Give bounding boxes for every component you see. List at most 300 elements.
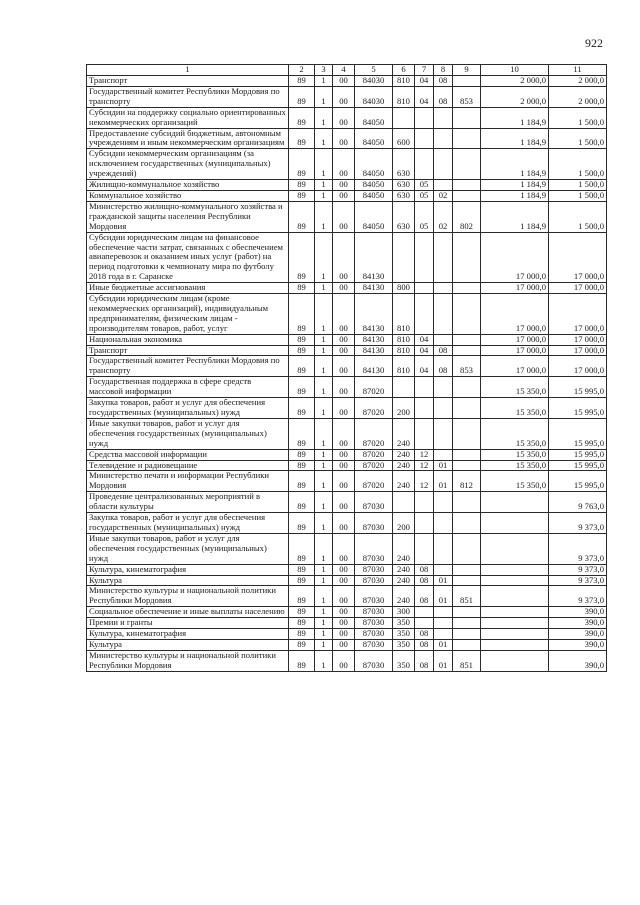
code-direction: 87020 <box>355 377 393 398</box>
code-subsection <box>434 618 453 629</box>
code-subsection <box>434 283 453 294</box>
code-subprogram: 00 <box>333 586 355 607</box>
column-header: 8 <box>434 65 453 76</box>
table-row <box>87 398 607 419</box>
amount-col-11: 1 500,0 <box>549 149 607 180</box>
amount-col-11: 390,0 <box>549 607 607 618</box>
code-direction: 84050 <box>355 107 393 128</box>
code-expense-type: 300 <box>393 607 415 618</box>
code-ministry: 89 <box>289 492 315 513</box>
code-ministry: 89 <box>289 356 315 377</box>
code-ministry: 89 <box>289 128 315 149</box>
table-row <box>87 232 607 283</box>
code-direction: 87020 <box>355 471 393 492</box>
column-header: 6 <box>393 65 415 76</box>
column-header: 2 <box>289 65 315 76</box>
code-section <box>415 492 434 513</box>
code-ministry: 89 <box>289 398 315 419</box>
row-name: Государственная поддержка в сфере средств массовой информации <box>87 377 289 398</box>
code-section <box>415 232 434 283</box>
column-header: 4 <box>333 65 355 76</box>
table-row <box>87 492 607 513</box>
amount-col-10: 1 184,9 <box>481 180 549 191</box>
row-name: Культура <box>87 575 289 586</box>
amount-col-11: 390,0 <box>549 629 607 640</box>
code-expense-type: 240 <box>393 418 415 449</box>
code-administrator <box>453 492 481 513</box>
table-row <box>87 618 607 629</box>
row-name: Предоставление субсидий бюджетным, автономным учреждениям и иным некоммерческим организациям <box>87 128 289 149</box>
amount-col-11: 2 000,0 <box>549 86 607 107</box>
code-program: 1 <box>315 128 333 149</box>
row-name: Жилищно-коммунальное хозяйство <box>87 180 289 191</box>
code-administrator <box>453 128 481 149</box>
code-expense-type: 350 <box>393 639 415 650</box>
amount-col-10: 2 000,0 <box>481 76 549 87</box>
code-expense-type: 200 <box>393 513 415 534</box>
code-program: 1 <box>315 294 333 335</box>
code-ministry: 89 <box>289 460 315 471</box>
code-program: 1 <box>315 334 333 345</box>
row-name: Коммунальное хозяйство <box>87 190 289 201</box>
code-expense-type: 240 <box>393 460 415 471</box>
row-name: Министерство жилищно-коммунального хозяйства и гражданской защиты населения Республики Мордовия <box>87 201 289 232</box>
code-subsection <box>434 294 453 335</box>
column-header: 5 <box>355 65 393 76</box>
code-section: 08 <box>415 629 434 640</box>
amount-col-10 <box>481 513 549 534</box>
code-ministry: 89 <box>289 334 315 345</box>
table-row <box>87 356 607 377</box>
code-section <box>415 283 434 294</box>
code-section: 05 <box>415 190 434 201</box>
amount-col-11: 390,0 <box>549 650 607 671</box>
table-row <box>87 629 607 640</box>
amount-col-10: 2 000,0 <box>481 86 549 107</box>
row-name: Министерство культуры и национальной политики Республики Мордовия <box>87 586 289 607</box>
amount-col-10 <box>481 586 549 607</box>
code-section <box>415 398 434 419</box>
amount-col-11: 390,0 <box>549 618 607 629</box>
row-name: Государственный комитет Республики Мордовия по транспорту <box>87 356 289 377</box>
code-expense-type: 630 <box>393 201 415 232</box>
code-section <box>415 618 434 629</box>
row-name: Культура, кинематография <box>87 629 289 640</box>
code-subsection: 01 <box>434 650 453 671</box>
code-subsection: 08 <box>434 86 453 107</box>
code-program: 1 <box>315 564 333 575</box>
code-section <box>415 107 434 128</box>
code-program: 1 <box>315 201 333 232</box>
column-header: 7 <box>415 65 434 76</box>
code-ministry: 89 <box>289 283 315 294</box>
code-section: 04 <box>415 86 434 107</box>
code-program: 1 <box>315 650 333 671</box>
row-name: Проведение централизованных мероприятий в области культуры <box>87 492 289 513</box>
code-direction: 84030 <box>355 86 393 107</box>
code-ministry: 89 <box>289 575 315 586</box>
code-direction: 87030 <box>355 492 393 513</box>
code-administrator <box>453 575 481 586</box>
code-ministry: 89 <box>289 345 315 356</box>
code-program: 1 <box>315 533 333 564</box>
code-ministry: 89 <box>289 513 315 534</box>
code-subprogram: 00 <box>333 294 355 335</box>
amount-col-11: 15 995,0 <box>549 377 607 398</box>
code-direction: 84130 <box>355 283 393 294</box>
row-name: Средства массовой информации <box>87 449 289 460</box>
code-subsection <box>434 418 453 449</box>
code-ministry: 89 <box>289 76 315 87</box>
column-header: 9 <box>453 65 481 76</box>
code-program: 1 <box>315 149 333 180</box>
code-section: 12 <box>415 460 434 471</box>
code-direction: 84050 <box>355 190 393 201</box>
code-expense-type: 350 <box>393 650 415 671</box>
code-program: 1 <box>315 232 333 283</box>
amount-col-10 <box>481 492 549 513</box>
table-row <box>87 650 607 671</box>
row-name: Транспорт <box>87 345 289 356</box>
row-name: Транспорт <box>87 76 289 87</box>
code-administrator <box>453 283 481 294</box>
code-administrator <box>453 107 481 128</box>
code-direction: 87030 <box>355 586 393 607</box>
table-row <box>87 345 607 356</box>
code-expense-type <box>393 377 415 398</box>
row-name: Закупка товаров, работ и услуг для обеспечения государственных (муниципальных) нужд <box>87 513 289 534</box>
code-administrator: 812 <box>453 471 481 492</box>
code-ministry: 89 <box>289 533 315 564</box>
code-administrator <box>453 334 481 345</box>
code-program: 1 <box>315 639 333 650</box>
code-ministry: 89 <box>289 650 315 671</box>
code-program: 1 <box>315 398 333 419</box>
code-subsection <box>434 334 453 345</box>
code-program: 1 <box>315 575 333 586</box>
code-expense-type <box>393 492 415 513</box>
code-program: 1 <box>315 513 333 534</box>
code-subsection: 02 <box>434 201 453 232</box>
code-expense-type: 810 <box>393 345 415 356</box>
code-direction: 84050 <box>355 128 393 149</box>
code-program: 1 <box>315 449 333 460</box>
table-row <box>87 586 607 607</box>
code-section: 08 <box>415 586 434 607</box>
code-direction: 87030 <box>355 533 393 564</box>
code-expense-type: 630 <box>393 149 415 180</box>
code-program: 1 <box>315 180 333 191</box>
code-direction: 87030 <box>355 650 393 671</box>
code-subprogram: 00 <box>333 180 355 191</box>
amount-col-11: 17 000,0 <box>549 294 607 335</box>
code-subprogram: 00 <box>333 629 355 640</box>
code-subsection <box>434 449 453 460</box>
code-section: 08 <box>415 575 434 586</box>
code-subsection <box>434 513 453 534</box>
amount-col-11: 9 373,0 <box>549 513 607 534</box>
code-section <box>415 377 434 398</box>
code-subsection <box>434 398 453 419</box>
row-name: Телевидение и радиовещание <box>87 460 289 471</box>
amount-col-11: 1 500,0 <box>549 201 607 232</box>
code-ministry: 89 <box>289 586 315 607</box>
code-subsection <box>434 533 453 564</box>
amount-col-10 <box>481 650 549 671</box>
code-administrator <box>453 398 481 419</box>
code-administrator <box>453 232 481 283</box>
code-subprogram: 00 <box>333 149 355 180</box>
code-direction: 87030 <box>355 618 393 629</box>
amount-col-10 <box>481 639 549 650</box>
code-expense-type: 240 <box>393 533 415 564</box>
code-direction: 84130 <box>355 334 393 345</box>
amount-col-11: 390,0 <box>549 639 607 650</box>
row-name: Иные бюджетные ассигнования <box>87 283 289 294</box>
code-subprogram: 00 <box>333 377 355 398</box>
amount-col-11: 15 995,0 <box>549 460 607 471</box>
code-direction: 84050 <box>355 180 393 191</box>
code-direction: 84130 <box>355 294 393 335</box>
row-name: Субсидии юридическим лицам (кроме некоммерческих организаций), индивидуальным предпринимателям, физическим лицам - производителям товаров, работ, услуг <box>87 294 289 335</box>
code-administrator <box>453 294 481 335</box>
code-ministry: 89 <box>289 232 315 283</box>
code-subprogram: 00 <box>333 650 355 671</box>
amount-col-10: 15 350,0 <box>481 471 549 492</box>
code-expense-type: 350 <box>393 629 415 640</box>
amount-col-10: 17 000,0 <box>481 356 549 377</box>
code-subsection <box>434 492 453 513</box>
row-name: Иные закупки товаров, работ и услуг для обеспечения государственных (муниципальных) нужд <box>87 418 289 449</box>
code-expense-type <box>393 232 415 283</box>
amount-col-10: 15 350,0 <box>481 418 549 449</box>
code-direction: 87030 <box>355 639 393 650</box>
code-ministry: 89 <box>289 149 315 180</box>
amount-col-10: 1 184,9 <box>481 107 549 128</box>
code-program: 1 <box>315 607 333 618</box>
code-direction: 87030 <box>355 629 393 640</box>
table-row <box>87 283 607 294</box>
code-subsection <box>434 607 453 618</box>
table-row <box>87 86 607 107</box>
code-subsection: 01 <box>434 575 453 586</box>
code-subprogram: 00 <box>333 107 355 128</box>
code-section <box>415 149 434 180</box>
code-expense-type: 810 <box>393 356 415 377</box>
amount-col-11: 9 763,0 <box>549 492 607 513</box>
code-program: 1 <box>315 618 333 629</box>
code-direction: 84030 <box>355 76 393 87</box>
code-direction: 84130 <box>355 232 393 283</box>
code-subprogram: 00 <box>333 76 355 87</box>
row-name: Закупка товаров, работ и услуг для обеспечения государственных (муниципальных) нужд <box>87 398 289 419</box>
code-administrator <box>453 76 481 87</box>
amount-col-11: 17 000,0 <box>549 283 607 294</box>
amount-col-11: 17 000,0 <box>549 345 607 356</box>
code-direction: 84050 <box>355 201 393 232</box>
code-section: 04 <box>415 76 434 87</box>
code-direction: 87030 <box>355 575 393 586</box>
amount-col-11: 2 000,0 <box>549 76 607 87</box>
code-subsection: 08 <box>434 76 453 87</box>
code-program: 1 <box>315 345 333 356</box>
code-subprogram: 00 <box>333 356 355 377</box>
header-row <box>87 65 607 76</box>
code-subsection: 01 <box>434 471 453 492</box>
code-administrator <box>453 607 481 618</box>
code-expense-type: 630 <box>393 180 415 191</box>
amount-col-11: 9 373,0 <box>549 564 607 575</box>
amount-col-10 <box>481 575 549 586</box>
code-administrator <box>453 460 481 471</box>
code-subprogram: 00 <box>333 398 355 419</box>
code-subprogram: 00 <box>333 86 355 107</box>
code-ministry: 89 <box>289 201 315 232</box>
code-subprogram: 00 <box>333 334 355 345</box>
code-ministry: 89 <box>289 564 315 575</box>
amount-col-11: 9 373,0 <box>549 586 607 607</box>
table-row <box>87 513 607 534</box>
table-row <box>87 128 607 149</box>
table-row <box>87 533 607 564</box>
code-section: 05 <box>415 201 434 232</box>
row-name: Министерство культуры и национальной политики Республики Мордовия <box>87 650 289 671</box>
amount-col-10: 1 184,9 <box>481 149 549 180</box>
code-subprogram: 00 <box>333 564 355 575</box>
amount-col-10: 1 184,9 <box>481 190 549 201</box>
code-ministry: 89 <box>289 180 315 191</box>
row-name: Культура <box>87 639 289 650</box>
code-subprogram: 00 <box>333 607 355 618</box>
row-name: Государственный комитет Республики Мордовия по транспорту <box>87 86 289 107</box>
column-header: 1 <box>87 65 289 76</box>
code-administrator <box>453 513 481 534</box>
code-section <box>415 418 434 449</box>
code-direction: 87020 <box>355 460 393 471</box>
amount-col-11: 1 500,0 <box>549 190 607 201</box>
amount-col-11: 15 995,0 <box>549 418 607 449</box>
row-name: Иные закупки товаров, работ и услуг для обеспечения государственных (муниципальных) нужд <box>87 533 289 564</box>
code-administrator <box>453 639 481 650</box>
code-administrator <box>453 618 481 629</box>
code-expense-type: 200 <box>393 398 415 419</box>
code-subsection: 08 <box>434 356 453 377</box>
code-section <box>415 128 434 149</box>
code-section <box>415 607 434 618</box>
amount-col-11: 9 373,0 <box>549 533 607 564</box>
code-subprogram: 00 <box>333 492 355 513</box>
code-subsection <box>434 377 453 398</box>
code-direction: 87030 <box>355 564 393 575</box>
code-subsection: 02 <box>434 190 453 201</box>
table-row <box>87 639 607 650</box>
code-section: 04 <box>415 345 434 356</box>
table-row <box>87 334 607 345</box>
code-section: 08 <box>415 650 434 671</box>
table-row <box>87 607 607 618</box>
row-name: Субсидии некоммерческим организациям (за исключением государственных (муниципальных) учреждений) <box>87 149 289 180</box>
amount-col-10: 17 000,0 <box>481 232 549 283</box>
code-section <box>415 513 434 534</box>
code-expense-type: 810 <box>393 86 415 107</box>
code-expense-type: 240 <box>393 575 415 586</box>
code-program: 1 <box>315 492 333 513</box>
code-direction: 87030 <box>355 513 393 534</box>
table-row <box>87 564 607 575</box>
code-program: 1 <box>315 190 333 201</box>
table-row <box>87 471 607 492</box>
code-subprogram: 00 <box>333 533 355 564</box>
table-row <box>87 418 607 449</box>
amount-col-11: 17 000,0 <box>549 334 607 345</box>
code-program: 1 <box>315 86 333 107</box>
code-administrator <box>453 180 481 191</box>
amount-col-10: 1 184,9 <box>481 128 549 149</box>
code-subsection: 08 <box>434 345 453 356</box>
code-subprogram: 00 <box>333 283 355 294</box>
code-expense-type: 810 <box>393 334 415 345</box>
amount-col-11: 15 995,0 <box>549 471 607 492</box>
code-ministry: 89 <box>289 639 315 650</box>
code-expense-type: 240 <box>393 586 415 607</box>
column-header: 3 <box>315 65 333 76</box>
code-program: 1 <box>315 76 333 87</box>
code-administrator <box>453 629 481 640</box>
code-expense-type <box>393 107 415 128</box>
code-ministry: 89 <box>289 629 315 640</box>
code-ministry: 89 <box>289 294 315 335</box>
budget-table <box>86 64 607 672</box>
amount-col-10 <box>481 564 549 575</box>
table-row <box>87 460 607 471</box>
table-row <box>87 107 607 128</box>
code-direction: 87020 <box>355 398 393 419</box>
code-administrator <box>453 377 481 398</box>
code-administrator: 853 <box>453 356 481 377</box>
code-subprogram: 00 <box>333 201 355 232</box>
code-subsection: 01 <box>434 460 453 471</box>
code-subsection <box>434 232 453 283</box>
amount-col-10: 1 184,9 <box>481 201 549 232</box>
amount-col-11: 1 500,0 <box>549 107 607 128</box>
table-row <box>87 180 607 191</box>
code-subprogram: 00 <box>333 460 355 471</box>
amount-col-10: 15 350,0 <box>481 460 549 471</box>
code-ministry: 89 <box>289 377 315 398</box>
amount-col-10: 17 000,0 <box>481 345 549 356</box>
code-program: 1 <box>315 586 333 607</box>
code-expense-type: 350 <box>393 618 415 629</box>
row-name: Национальная экономика <box>87 334 289 345</box>
amount-col-11: 1 500,0 <box>549 128 607 149</box>
code-expense-type: 240 <box>393 564 415 575</box>
amount-col-11: 17 000,0 <box>549 356 607 377</box>
code-ministry: 89 <box>289 618 315 629</box>
code-subsection <box>434 128 453 149</box>
code-section: 04 <box>415 334 434 345</box>
row-name: Премии и гранты <box>87 618 289 629</box>
amount-col-11: 15 995,0 <box>549 398 607 419</box>
code-section: 12 <box>415 471 434 492</box>
column-header: 10 <box>481 65 549 76</box>
code-expense-type: 810 <box>393 294 415 335</box>
code-section <box>415 533 434 564</box>
amount-col-10: 15 350,0 <box>481 377 549 398</box>
code-section: 05 <box>415 180 434 191</box>
amount-col-10 <box>481 607 549 618</box>
code-administrator: 853 <box>453 86 481 107</box>
code-subprogram: 00 <box>333 618 355 629</box>
